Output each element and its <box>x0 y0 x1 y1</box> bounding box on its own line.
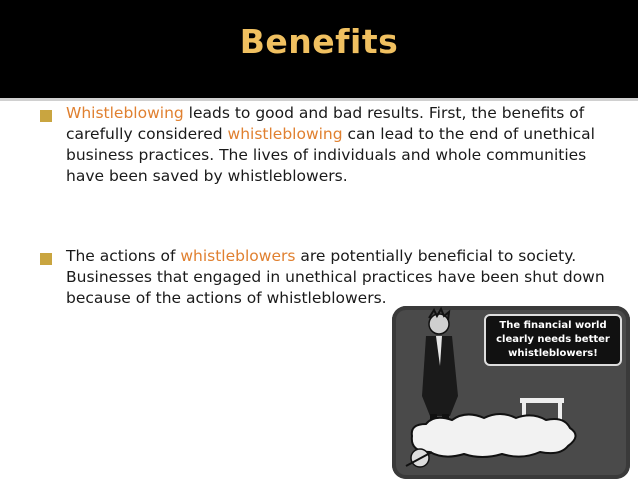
slide-title: Benefits <box>239 22 399 61</box>
whistleblower-cartoon <box>392 306 630 479</box>
bullet-1-part-2: whistleblowing <box>227 125 343 143</box>
bullet-1-part-1: leads to good and bad results. First, the benefits of carefully considered <box>66 104 585 143</box>
bullet-2-part-1: whistleblowers <box>180 247 296 265</box>
title-bar <box>0 0 638 98</box>
cartoon-speech-bubble <box>484 314 622 366</box>
speech-line: The financial world <box>499 320 607 331</box>
bullet-icon <box>40 110 52 122</box>
bullet-1-part-0: Whistleblowing <box>66 104 184 122</box>
bullet-text-1 <box>66 103 626 187</box>
speech-line: whistleblowers! <box>508 348 598 359</box>
bullet-2-part-0: The actions of <box>66 247 181 265</box>
bullet-1-part-3: can lead to the end of unethical business practices. The lives of individuals and whole communities have been saved by whistleblowers. <box>66 125 595 185</box>
bullet-icon <box>40 253 52 265</box>
bullet-2-part-2: are potentially beneficial to society. Businesses that engaged in unethical practices have been shut down because of the actions of whistleblowers. <box>66 247 605 307</box>
title-divider <box>0 98 638 101</box>
speech-line: clearly needs better <box>496 334 610 345</box>
bullet-text-2 <box>66 246 626 309</box>
